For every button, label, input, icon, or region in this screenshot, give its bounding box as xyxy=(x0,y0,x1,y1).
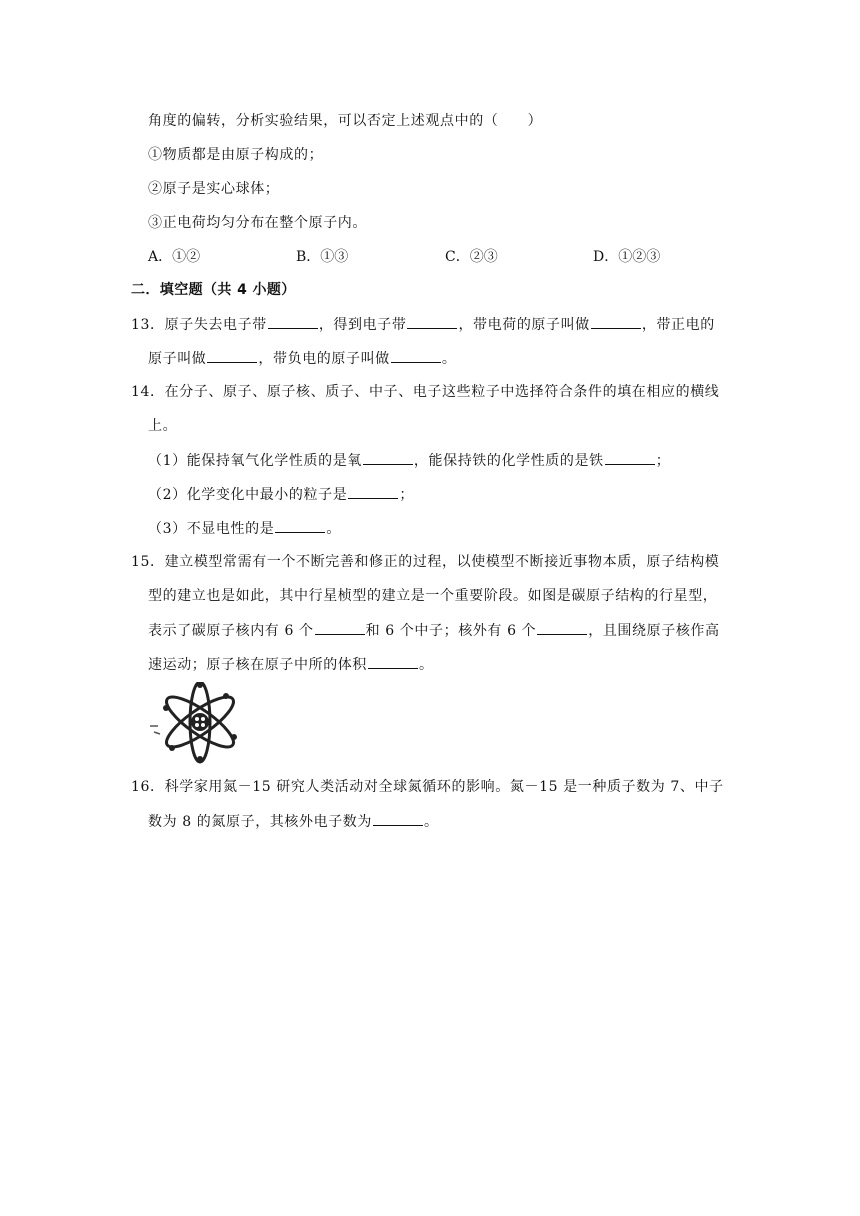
q14-sub-3 xyxy=(148,518,341,539)
q12-option-b: B．①③ xyxy=(296,249,349,265)
q14-sub-2-text-2: ； xyxy=(399,487,414,503)
q14-line-1: 14．在分子、原子、原子核、质子、中子、电子这些粒子中选择符合条件的填在相应的横线 xyxy=(131,384,720,400)
q15-text-3: ，且围绕原子核作高 xyxy=(588,623,720,639)
answer-blank xyxy=(373,811,423,826)
q14-sub-2 xyxy=(148,484,414,505)
q14-sub-1-text-2: ，能保持铁的化学性质的是铁 xyxy=(413,453,604,469)
answer-blank xyxy=(537,620,587,635)
answer-blank xyxy=(605,450,655,465)
q14-sub-1-text-1: （1）能保持氧气化学性质的是氧 xyxy=(148,453,362,469)
q13-text-2: ，得到电子带 xyxy=(318,317,407,333)
q16-line-1: 16．科学家用氮－15 研究人类活动对全球氮循环的影响。氮－15 是一种质子数为 7、中子 xyxy=(131,779,724,795)
q16-line-2 xyxy=(148,811,439,832)
answer-blank xyxy=(591,314,641,329)
q12-item-2: ②原子是实心球体； xyxy=(148,181,280,197)
q14-line-2: 上。 xyxy=(148,418,178,434)
answer-blank xyxy=(348,484,398,499)
q13-text-3: ，带电荷的原子叫做 xyxy=(458,317,590,333)
q14-sub-3-text-1: （3）不显电性的是 xyxy=(148,521,275,537)
q13-text-7: 。 xyxy=(441,351,457,367)
q15-line-1: 15．建立模型常需有一个不断完善和修正的过程，以使模型不断接近事物本质，原子结构模 xyxy=(131,554,720,570)
q12-option-a: A．①② xyxy=(148,249,201,265)
q12-stem-tail: 角度的偏转，分析实验结果，可以否定上述观点中的（ ） xyxy=(148,113,543,129)
q15-text-4: 速运动；原子核在原子中所的体积 xyxy=(148,657,367,673)
q13-text-5: 原子叫做 xyxy=(148,351,207,367)
q13-line-1 xyxy=(131,314,715,335)
q12-item-3: ③正电荷均匀分布在整个原子内。 xyxy=(148,215,367,231)
answer-blank xyxy=(391,348,441,363)
q15-text-1: 表示了碳原子核内有 6 个 xyxy=(148,623,314,639)
answer-blank xyxy=(368,654,418,669)
q13-line-2 xyxy=(148,348,456,369)
q15-text-2: 和 6 个中子；核外有 6 个 xyxy=(365,623,537,639)
q12-item-1: ①物质都是由原子构成的； xyxy=(148,147,324,163)
q14-sub-2-text-1: （2）化学变化中最小的粒子是 xyxy=(148,487,348,503)
q16-text-1: 数为 8 的氮原子，其核外电子数为 xyxy=(148,814,373,830)
q15-line-2: 型的建立也是如此，其中行星桢型的建立是一个重要阶段。如图是碳原子结构的行星型， xyxy=(148,588,718,604)
q15-line-4 xyxy=(148,654,434,675)
q12-option-c: C．②③ xyxy=(445,249,498,265)
answer-blank xyxy=(315,620,365,635)
q13-text-4: ，带正电的 xyxy=(641,317,715,333)
q14-sub-1-text-3: ； xyxy=(655,453,671,469)
q15-line-3 xyxy=(148,620,720,641)
nucleus xyxy=(191,713,209,731)
answer-blank xyxy=(268,314,318,329)
q13-text-6: ，带负电的原子叫做 xyxy=(258,351,390,367)
q13-text-1: 13．原子失去电子带 xyxy=(131,317,267,333)
q15-text-5: 。 xyxy=(419,657,434,673)
carbon-atom-planetary-model-figure xyxy=(148,682,248,764)
answer-blank xyxy=(207,348,257,363)
answer-blank xyxy=(363,450,413,465)
q14-sub-1 xyxy=(148,450,670,471)
q16-text-2: 。 xyxy=(424,814,439,830)
section-heading: 二．填空题（共 4 小题） xyxy=(131,282,296,298)
q12-option-d: D．①②③ xyxy=(593,249,661,265)
answer-blank xyxy=(407,314,457,329)
answer-blank xyxy=(275,518,325,533)
q14-sub-3-text-2: 。 xyxy=(326,521,341,537)
